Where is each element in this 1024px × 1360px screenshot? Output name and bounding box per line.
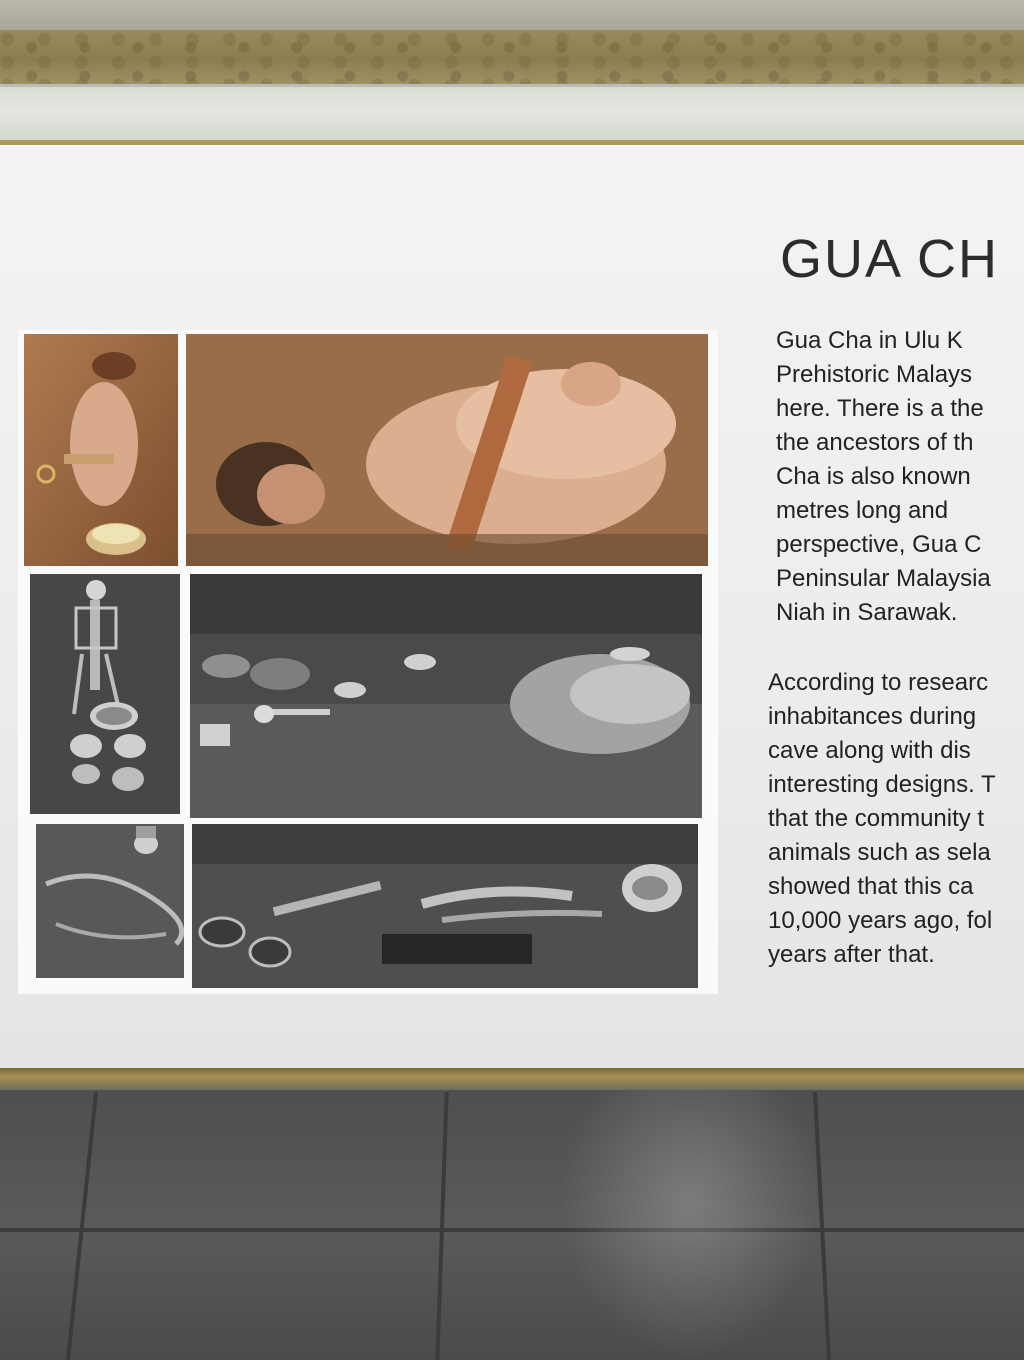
photo-excavation-site — [190, 574, 702, 818]
floor-tiles — [0, 1090, 1024, 1360]
paragraph-line: Gua Cha in Ulu K — [776, 327, 963, 354]
paragraph-line: Prehistoric Malays — [776, 361, 973, 388]
paragraph-line: that the community t — [768, 805, 985, 832]
paragraph-line: the ancestors of th — [776, 429, 974, 456]
placard-title: GUA CH — [780, 229, 1000, 289]
display-frame-top — [0, 84, 1024, 147]
photo-collage — [18, 330, 718, 994]
painting-flexed-burial — [186, 334, 708, 566]
placard-paragraph-2 — [768, 666, 996, 972]
paragraph-line: perspective, Gua C — [776, 531, 982, 558]
paragraph-line: showed that this ca — [768, 873, 974, 900]
paragraph-line: animals such as sela — [768, 839, 991, 866]
paragraph-line: Peninsular Malaysia — [776, 565, 991, 592]
paragraph-line: inhabitances during — [768, 703, 977, 730]
paragraph-line: According to researc — [768, 669, 989, 696]
paragraph-line: interesting designs. T — [768, 771, 996, 798]
paragraph-line: cave along with dis — [768, 737, 971, 764]
paragraph-line: 10,000 years ago, fol — [768, 907, 993, 934]
paragraph-line: Niah in Sarawak. — [776, 599, 958, 626]
frame-edge-bottom — [0, 1068, 1024, 1090]
paragraph-line: years after that. — [768, 941, 935, 968]
wall-ledge — [0, 0, 1024, 30]
light-reflection — [560, 1090, 820, 1360]
photo-skeleton-with-bowls — [30, 574, 180, 814]
photo-burial-remains — [36, 824, 184, 978]
concrete-ledge — [0, 30, 1024, 88]
tile-joint — [0, 1228, 1024, 1232]
paragraph-line: Cha is also known — [776, 463, 971, 490]
paragraph-line: metres long and — [776, 497, 949, 524]
paragraph-line: here. There is a the — [776, 395, 984, 422]
photo-extended-skeleton — [192, 824, 698, 988]
painting-supine-burial — [24, 334, 178, 566]
placard-paragraph-1 — [776, 324, 991, 630]
